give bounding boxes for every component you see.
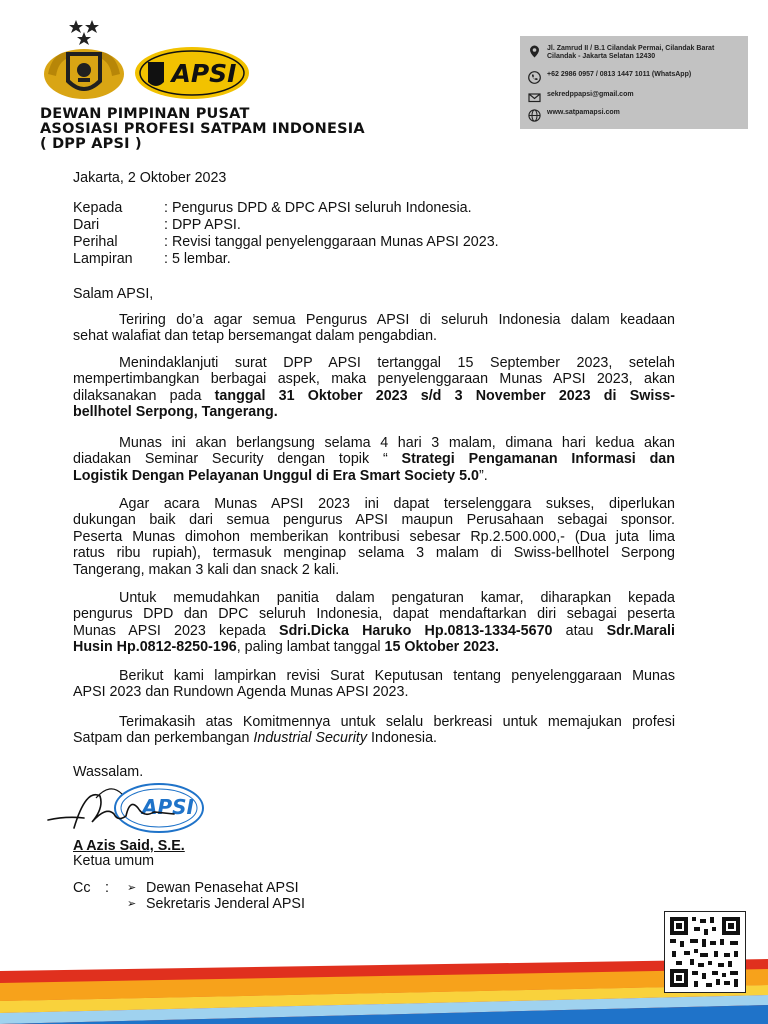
stamp-logo-text: APSI bbox=[142, 795, 194, 819]
p5-atau: atau bbox=[552, 622, 607, 639]
p5-line2: pengurus DPD dan DPC seluruh Indonesia, dapat mendaftarkan diri sebagai peserta bbox=[73, 606, 675, 623]
paragraph-5 bbox=[73, 590, 675, 656]
p7-line2 bbox=[73, 730, 675, 746]
p2-line3-text: dilaksanakan pada bbox=[73, 387, 215, 404]
p1-line2: sehat walafiat dan tetap bersemangat dalam pengabdian. bbox=[73, 328, 438, 345]
signatory-name: A Azis Said, S.E. bbox=[73, 838, 185, 854]
p4-line3: Peserta Munas dimohon memberikan kontribusi sebesar Rp.2.500.000,- (Dua juta lima bbox=[73, 528, 675, 545]
contact-email: sekredppapsi@gmail.com bbox=[547, 91, 634, 98]
field-label-lampiran: Lampiran bbox=[73, 251, 133, 267]
cc-item: Dewan Penasehat APSI bbox=[146, 880, 299, 896]
field-label-perihal: Perihal bbox=[73, 234, 118, 250]
closing: Wassalam. bbox=[73, 764, 144, 780]
phone-icon bbox=[528, 71, 541, 84]
paragraph-2 bbox=[73, 355, 675, 421]
p7-line2-text: Satpam dan perkembangan bbox=[73, 730, 254, 747]
greeting: Salam APSI, bbox=[73, 286, 154, 302]
paragraph-6 bbox=[73, 668, 675, 701]
p5-deadline-date: 15 Oktober 2023. bbox=[384, 639, 499, 656]
p3-topic-part2: Logistik Dengan Pelayanan Unggul di Era Smart Society 5.0 bbox=[73, 467, 479, 484]
p3-line2 bbox=[73, 451, 675, 467]
signature-with-stamp bbox=[44, 778, 209, 840]
p5-contact-marali-part2: Husin Hp.0812-8250-196 bbox=[73, 639, 237, 656]
p4-line2: dukungan baik dari semua pengurus APSI maupun Perusahaan sebagai sponsor. bbox=[73, 512, 675, 529]
apsi-logo bbox=[134, 46, 250, 100]
p5-contact-dicka: Sdri.Dicka Haruko Hp.0813-1334-5670 bbox=[279, 622, 553, 639]
qr-code[interactable] bbox=[664, 911, 746, 993]
globe-icon bbox=[528, 109, 541, 122]
p7-industrial-security: Industrial Security bbox=[253, 730, 368, 747]
field-value-perihal: : Revisi tanggal penyelenggaraan Munas APSI 2023. bbox=[164, 234, 499, 250]
field-label-dari: Dari bbox=[73, 217, 100, 233]
p3-closing-quote: ”. bbox=[478, 467, 488, 484]
envelope-icon bbox=[528, 91, 541, 104]
p3-line3 bbox=[73, 468, 675, 484]
field-value-lampiran: : 5 lembar. bbox=[164, 251, 231, 267]
p3-line2-text: diadakan Seminar Security dengan topik “ bbox=[73, 451, 402, 468]
cc-label: Cc bbox=[73, 880, 91, 896]
p3-topic-part1: Strategi Pengamanan Informasi dan bbox=[401, 451, 675, 468]
p5-deadline-text: , paling lambat tanggal bbox=[236, 639, 385, 656]
p7-line1: Terimakasih atas Komitmennya untuk selalu berkreasi untuk memajukan profesi bbox=[119, 714, 675, 730]
org-name-line3: ( DPP APSI ) bbox=[40, 136, 142, 152]
p2-event-dates: tanggal 31 Oktober 2023 s/d 3 November 2023 di Swiss- bbox=[214, 387, 675, 404]
contact-phone: +62 2986 0957 / 0813 1447 1011 (WhatsApp) bbox=[547, 71, 692, 78]
location-pin-icon bbox=[528, 45, 541, 58]
contact-address: Jl. Zamrud II / B.1 Cilandak Permai, Cilandak Barat Cilandak - Jakarta Selatan 12430 bbox=[547, 45, 715, 60]
p5-line4 bbox=[73, 639, 675, 655]
signatory-title: Ketua umum bbox=[73, 853, 155, 869]
p4-line1: Agar acara Munas APSI 2023 ini dapat terselenggara sukses, diperlukan bbox=[119, 496, 675, 512]
org-name-line1: DEWAN PIMPINAN PUSAT bbox=[40, 106, 250, 122]
contact-phone-row bbox=[528, 71, 737, 84]
contact-website: www.satpamapsi.com bbox=[547, 109, 620, 116]
apsi-logo-text: APSI bbox=[171, 59, 237, 88]
p5-line1: Untuk memudahkan panitia dalam pengaturan kamar, diharapkan kepada bbox=[119, 590, 675, 606]
p5-line3 bbox=[73, 623, 675, 639]
p4-line4: ratus ribu rupiah), termasuk menginap selama 3 malam di Swiss-bellhotel Serpong bbox=[73, 545, 675, 562]
cc-item: Sekretaris Jenderal APSI bbox=[146, 896, 305, 912]
p5-line3-text: Munas APSI 2023 kepada bbox=[73, 622, 280, 639]
paragraph-4 bbox=[73, 496, 675, 578]
letter-date: Jakarta, 2 Oktober 2023 bbox=[73, 170, 227, 186]
police-emblem-logo bbox=[38, 18, 130, 102]
contact-address-row bbox=[528, 45, 737, 61]
field-label-kepada: Kepada bbox=[73, 200, 123, 216]
p6-line1: Berikut kami lampirkan revisi Surat Keputusan tentang penyelenggaraan Munas bbox=[119, 668, 675, 684]
paragraph-1 bbox=[73, 312, 675, 345]
p7-line2-end: Indonesia. bbox=[367, 730, 438, 747]
org-name-line2: ASOSIASI PROFESI SATPAM INDONESIA bbox=[40, 121, 365, 137]
paragraph-7 bbox=[73, 714, 675, 747]
p3-line1: Munas ini akan berlangsung selama 4 hari 3 malam, dimana hari kedua akan bbox=[119, 435, 675, 451]
p6-line2: APSI 2023 dan Rundown Agenda Munas APSI 2023. bbox=[73, 684, 409, 701]
field-value-kepada: : Pengurus DPD & DPC APSI seluruh Indonesia. bbox=[164, 200, 472, 216]
p2-line3 bbox=[73, 388, 675, 404]
p2-line1: Menindaklanjuti surat DPP APSI tertanggal 15 September 2023, setelah bbox=[119, 355, 675, 371]
arrow-bullet-icon: ➢ bbox=[127, 898, 137, 910]
contact-email-row bbox=[528, 91, 737, 104]
contact-website-row bbox=[528, 109, 737, 122]
paragraph-3 bbox=[73, 435, 675, 484]
p1-line1: Teriring do’a agar semua Pengurus APSI di seluruh Indonesia dalam keadaan bbox=[119, 312, 675, 328]
footer-stripes bbox=[0, 955, 768, 1024]
field-value-dari: : DPP APSI. bbox=[164, 217, 241, 233]
p2-line2: mempertimbangkan berbagai aspek, maka penyelenggaraan Munas APSI 2023, akan bbox=[73, 371, 675, 388]
p4-line5: Tangerang, makan 3 kali dan snack 2 kali. bbox=[73, 561, 340, 578]
cc-colon: : bbox=[105, 880, 109, 896]
p2-venue: bellhotel Serpong, Tangerang. bbox=[73, 404, 278, 421]
arrow-bullet-icon: ➢ bbox=[127, 882, 137, 894]
contact-box bbox=[520, 36, 748, 129]
p2-line4 bbox=[73, 404, 675, 420]
p5-contact-marali-part1: Sdr.Marali bbox=[606, 622, 675, 639]
